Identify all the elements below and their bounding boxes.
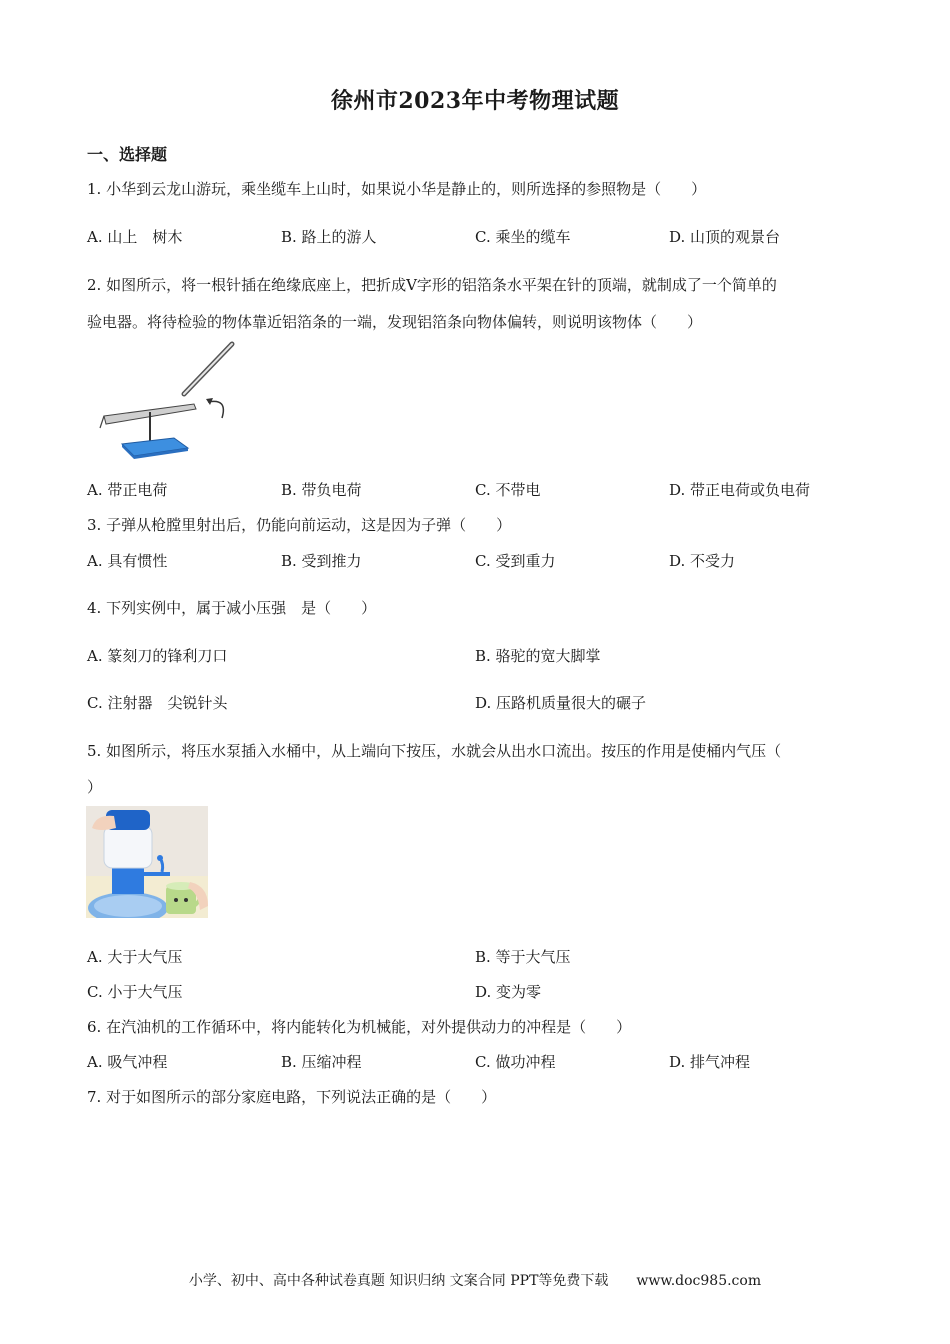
q2-option-d: D. 带正电荷或负电荷 [669, 481, 811, 499]
question-4-stem: 4. 下列实例中，属于减小压强 是（ ） [87, 599, 377, 617]
question-7-stem: 7. 对于如图所示的部分家庭电路，下列说法正确的是（ ） [87, 1088, 497, 1106]
question-1-stem: 1. 小华到云龙山游玩，乘坐缆车上山时，如果说小华是静止的，则所选择的参照物是（ ） [87, 180, 707, 198]
question-2-stem-line2: 验电器。将待检验的物体靠近铝箔条的一端，发现铝箔条向物体偏转，则说明该物体（ ） [87, 313, 703, 331]
q6-option-b: B. 压缩冲程 [281, 1053, 362, 1071]
q1-option-a: A. 山上 树木 [87, 228, 183, 246]
q2-option-a: A. 带正电荷 [87, 481, 168, 499]
q1-option-c: C. 乘坐的缆车 [475, 228, 571, 246]
q4-option-a: A. 篆刻刀的锋利刀口 [87, 647, 228, 665]
q5-option-a: A. 大于大气压 [87, 948, 183, 966]
q5-option-b: B. 等于大气压 [475, 948, 571, 966]
electroscope-figure [96, 338, 246, 466]
section-heading: 一、选择题 [87, 145, 168, 164]
question-6-stem: 6. 在汽油机的工作循环中，将内能转化为机械能，对外提供动力的冲程是（ ） [87, 1018, 632, 1036]
q2-option-c: C. 不带电 [475, 481, 541, 499]
q5-option-d: D. 变为零 [475, 983, 542, 1001]
q3-option-d: D. 不受力 [669, 552, 736, 570]
q3-option-a: A. 具有惯性 [87, 552, 168, 570]
q1-option-d: D. 山顶的观景台 [669, 228, 781, 246]
q4-option-c: C. 注射器 尖锐针头 [87, 694, 228, 712]
water-pump-photo [86, 806, 208, 918]
question-2-stem-line1: 2. 如图所示，将一根针插在绝缘底座上，把折成V字形的铝箔条水平架在针的顶端，就制成了一个简单的 [87, 276, 777, 294]
q6-option-d: D. 排气冲程 [669, 1053, 751, 1071]
q4-option-d: D. 压路机质量很大的碾子 [475, 694, 647, 712]
q2-option-b: B. 带负电荷 [281, 481, 362, 499]
q3-option-b: B. 受到推力 [281, 552, 362, 570]
q6-option-c: C. 做功冲程 [475, 1053, 556, 1071]
q5-option-c: C. 小于大气压 [87, 983, 183, 1001]
question-5-stem-line1: 5. 如图所示，将压水泵插入水桶中，从上端向下按压，水就会从出水口流出。按压的作用是使桶内气压（ [87, 742, 782, 760]
q4-option-b: B. 骆驼的宽大脚掌 [475, 647, 601, 665]
q1-option-b: B. 路上的游人 [281, 228, 377, 246]
exam-title: 徐州市2023年中考物理试题 [330, 88, 620, 114]
question-5-stem-line2: ） [87, 778, 103, 796]
question-3-stem: 3. 子弹从枪膛里射出后，仍能向前运动，这是因为子弹（ ） [87, 516, 512, 534]
page-footer: 小学、初中、高中各种试卷真题 知识归纳 文案合同 PPT等免费下载 www.doc985.com [188, 1273, 762, 1289]
q6-option-a: A. 吸气冲程 [87, 1053, 168, 1071]
q3-option-c: C. 受到重力 [475, 552, 556, 570]
